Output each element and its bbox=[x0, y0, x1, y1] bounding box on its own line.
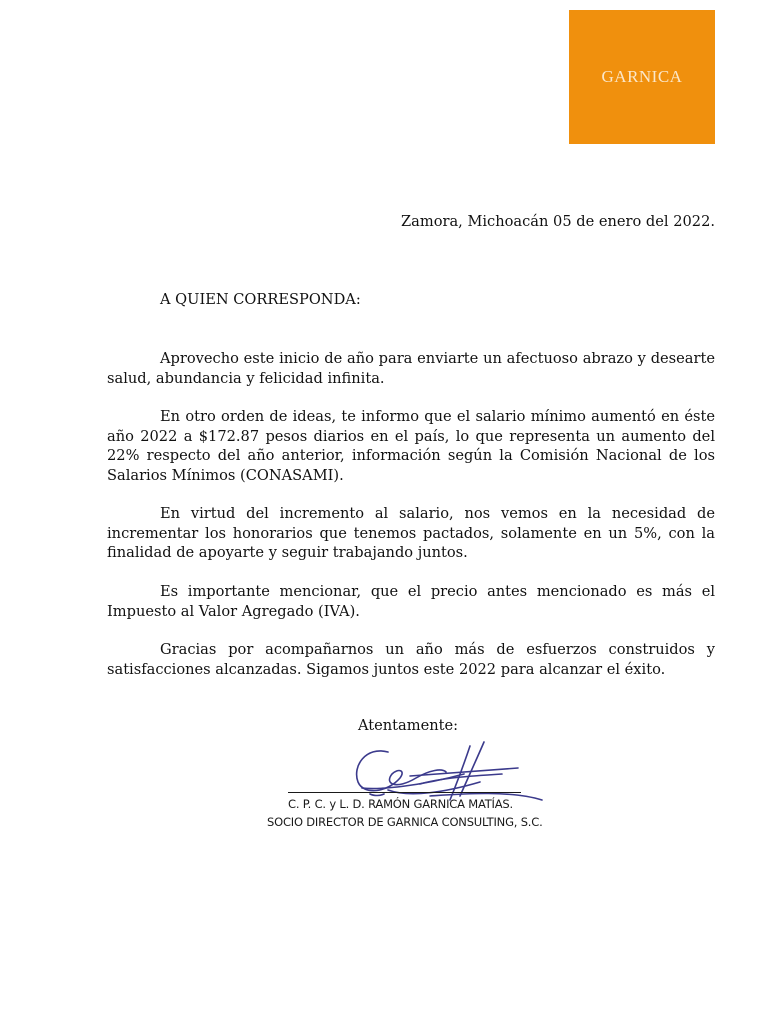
handwritten-signature bbox=[270, 738, 560, 848]
paragraph-text: Gracias por acompañarnos un año más de esfuerzos construidos y satisfacciones alcanzadas. Sigamos juntos este 2022 para alcanzar el éxito. bbox=[107, 641, 715, 678]
salutation: A QUIEN CORRESPONDA: bbox=[160, 291, 361, 308]
paragraph-text: Es importante mencionar, que el precio antes mencionado es más el Impuesto al Valor Agregado (IVA). bbox=[107, 583, 715, 620]
paragraph-text: En otro orden de ideas, te informo que el salario mínimo aumentó en éste año 2022 a $172.87 pesos diarios en el país, lo que representa un aumento del 22% respecto del año anterior, información según la Comisión Nacional de los Salarios Mínimos (CONASAMI). bbox=[107, 408, 715, 484]
paragraph-thanks bbox=[107, 640, 715, 679]
company-logo bbox=[569, 10, 715, 144]
closing: Atentamente: bbox=[358, 717, 459, 734]
signer-title: SOCIO DIRECTOR DE GARNICA CONSULTING, S.C. bbox=[267, 815, 543, 829]
paragraph-minimum-wage bbox=[107, 407, 715, 485]
paragraph-text: En virtud del incremento al salario, nos vemos en la necesidad de incrementar los honorarios que tenemos pactados, solamente en un 5%, con la finalidad de apoyarte y seguir trabajando juntos. bbox=[107, 505, 715, 561]
signer-name: C. P. C. y L. D. RAMÓN GARNICA MATÍAS. bbox=[288, 797, 513, 811]
paragraph-greeting bbox=[107, 349, 715, 388]
signature-line bbox=[288, 792, 521, 793]
logo-text: GARNICA bbox=[601, 67, 683, 86]
paragraph-iva-note bbox=[107, 582, 715, 621]
paragraph-text: Aprovecho este inicio de año para enviarte un afectuoso abrazo y desearte salud, abundancia y felicidad infinita. bbox=[107, 350, 715, 387]
date-line: Zamora, Michoacán 05 de enero del 2022. bbox=[401, 213, 715, 230]
paragraph-fee-increase bbox=[107, 504, 715, 563]
